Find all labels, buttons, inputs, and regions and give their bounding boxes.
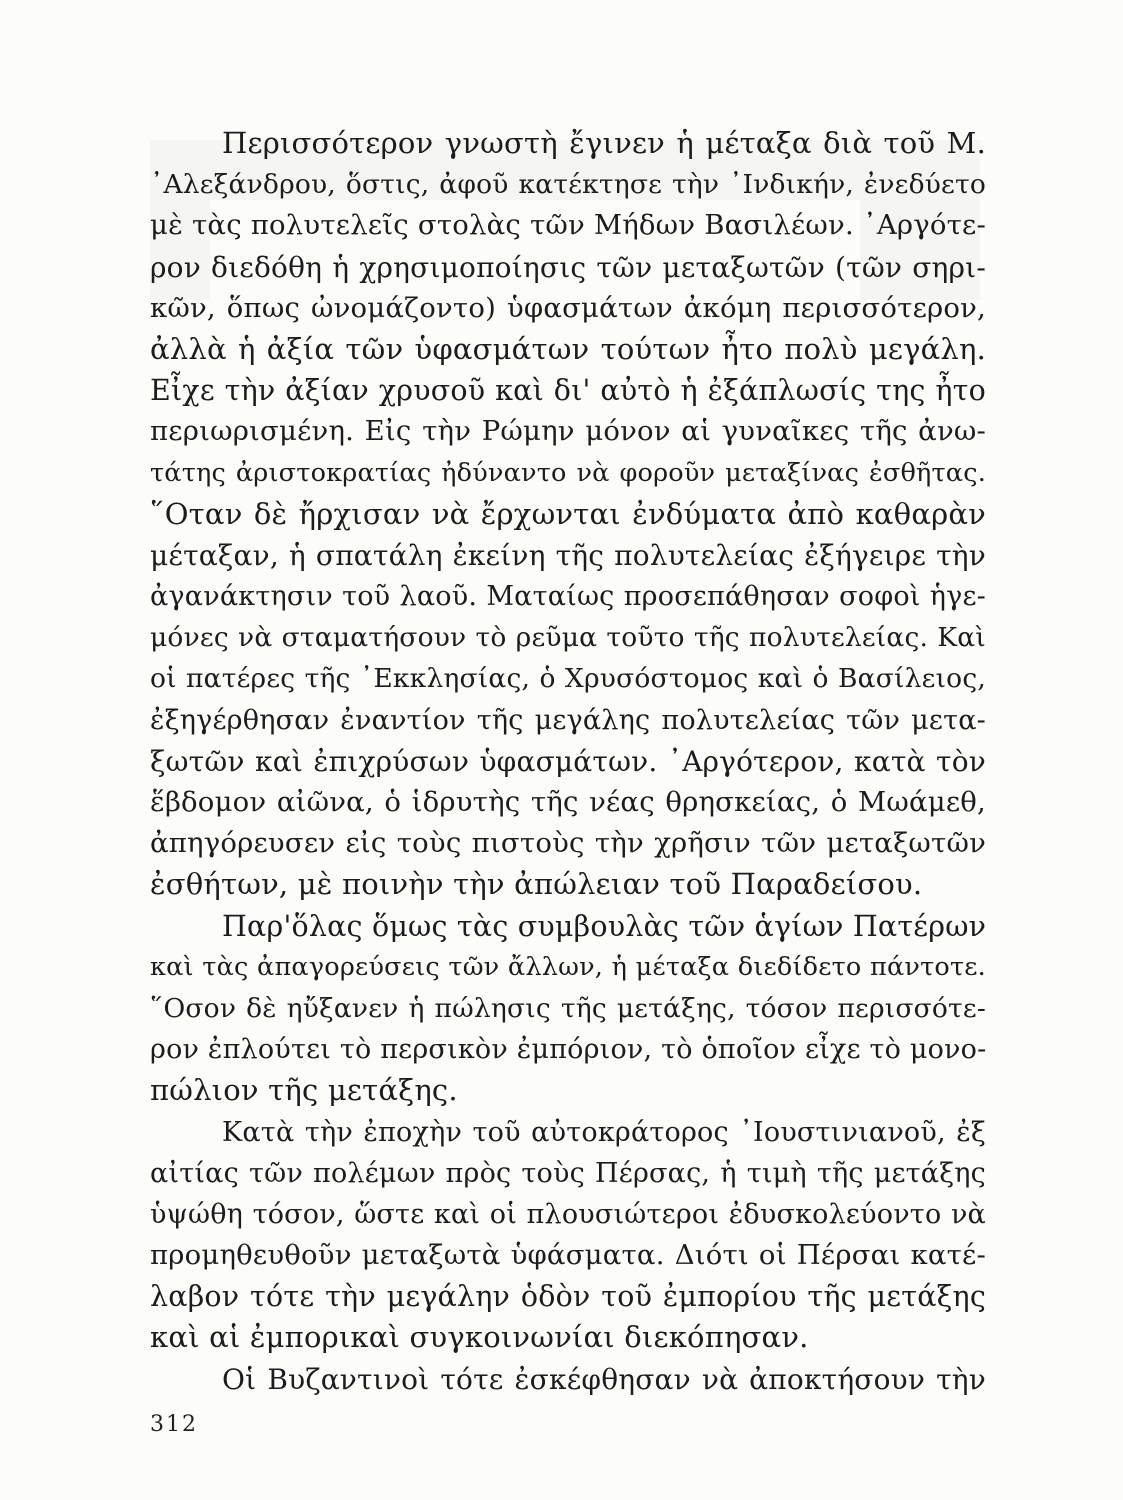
text-line: ῞Οσον δὲ ηὔξανεν ἡ πώλησις τῆς μετάξης, τόσον περισσότε- — [150, 992, 986, 1024]
text-line: περιωρισμένη. Εἰς τὴν Ρώμην μόνον αἱ γυναῖκες τῆς ἀνω- — [150, 415, 986, 448]
text-line: Οἱ Βυζαντινοὶ τότε ἐσκέφθησαν νὰ ἀποκτήσουν τὴν — [222, 1362, 986, 1396]
text-line: ἀπηγόρευσεν εἰς τοὺς πιστοὺς τὴν χρῆσιν τῶν μεταξωτῶν — [150, 827, 986, 860]
text-line: καὶ αἱ ἐμπορικαὶ συγκοινωνίαι διεκόπησαν. — [150, 1320, 809, 1355]
text-line: ἐσθήτων, μὲ ποινὴν τὴν ἀπώλειαν τοῦ Παραδείσου. — [150, 867, 923, 902]
text-line: Παρ'ὅλας ὅμως τὰς συμβουλὰς τῶν ἁγίων Πατέρων — [222, 909, 987, 943]
body-text — [150, 123, 986, 1400]
text-line: ὑψώθη τόσον, ὥστε καὶ οἱ πλουσιώτεροι ἐδυσκολεύοντο νὰ — [150, 1198, 986, 1230]
text-line: Κατὰ τὴν ἐποχὴν τοῦ αὐτοκράτορος ᾿Ιουστινιανοῦ, ἐξ — [222, 1116, 986, 1148]
text-line: μόνες νὰ σταματήσουν τὸ ρεῦμα τοῦτο τῆς πολυτελείας. Καὶ — [150, 622, 986, 654]
text-line: προμηθευθοῦν μεταξωτὰ ὑφάσματα. Διότι οἱ Πέρσαι κατέ- — [150, 1239, 986, 1272]
text-line: ἐξηγέρθησαν ἐναντίον τῆς μεγάλης πολυτελείας τῶν μετα- — [150, 704, 986, 736]
text-line: μέταξαν, ἡ σπατάλη ἐκείνη τῆς πολυτελείας ἐξήγειρε τὴν — [150, 538, 986, 572]
text-line: ρον ἐπλούτει τὸ περσικὸν ἐμπόριον, τὸ ὁποῖον εἶχε τὸ μονο- — [150, 1034, 987, 1066]
text-line: ἀλλὰ ἡ ἀξία τῶν ὑφασμάτων τούτων ἦτο πολὺ μεγάλη. — [150, 331, 986, 366]
text-line: τάτης ἀριστοκρατίας ἠδύναντο νὰ φοροῦν μεταξίνας ἐσθῆτας. — [150, 457, 986, 488]
text-line: κῶν, ὅπως ὠνομάζοντο) ὑφασμάτων ἀκόμη περισσότερον, — [150, 291, 986, 324]
text-line: Περισσότερον γνωστὴ ἔγινεν ἡ μέταξα διὰ τοῦ Μ. — [222, 126, 986, 160]
text-line: ρον διεδόθη ἡ χρησιμοποίησις τῶν μεταξωτῶν (τῶν σηρι- — [150, 250, 986, 284]
page-number: 312 — [150, 1412, 198, 1437]
text-line: πώλιον τῆς μετάξης. — [150, 1073, 458, 1108]
text-line: Εἶχε τὴν ἀξίαν χρυσοῦ καὶ δι' αὐτὸ ἡ ἐξάπλωσίς της ἦτο — [150, 374, 986, 408]
text-line: ῞Οταν δὲ ἤρχισαν νὰ ἔρχωνται ἐνδύματα ἀπὸ καθαρὰν — [150, 496, 986, 531]
text-line: λαβον τότε τὴν μεγάλην ὁδὸν τοῦ ἐμπορίου τῆς μετάξης — [150, 1280, 986, 1314]
text-line: ᾿Αλεξάνδρου, ὅστις, ἀφοῦ κατέκτησε τὴν ᾿Ινδικήν, ἐνεδύετο — [150, 169, 986, 201]
text-line: μὲ τὰς πολυτελεῖς στολὰς τῶν Μήδων Βασιλέων. ᾿Αργότε- — [150, 209, 986, 242]
text-line: ἀγανάκτησιν τοῦ λαοῦ. Ματαίως προσεπάθησαν σοφοὶ ἡγε- — [150, 581, 986, 613]
text-line: καὶ τὰς ἀπαγορεύσεις τῶν ἄλλων, ἡ μέταξα διεδίδετο πάντοτε. — [150, 951, 986, 982]
text-line: ξωτῶν καὶ ἐπιχρύσων ὑφασμάτων. ᾿Αργότερον, κατὰ τὸν — [150, 744, 986, 778]
text-line: οἱ πατέρες τῆς ᾿Εκκλησίας, ὁ Χρυσόστομος καὶ ὁ Βασίλειος, — [150, 663, 986, 695]
text-line: αἰτίας τῶν πολέμων πρὸς τοὺς Πέρσας, ἡ τιμὴ τῆς μετάξης — [150, 1157, 986, 1189]
text-line: ἕβδομον αἰῶνα, ὁ ἱδρυτὴς τῆς νέας θρησκείας, ὁ Μωάμεθ, — [150, 786, 986, 818]
